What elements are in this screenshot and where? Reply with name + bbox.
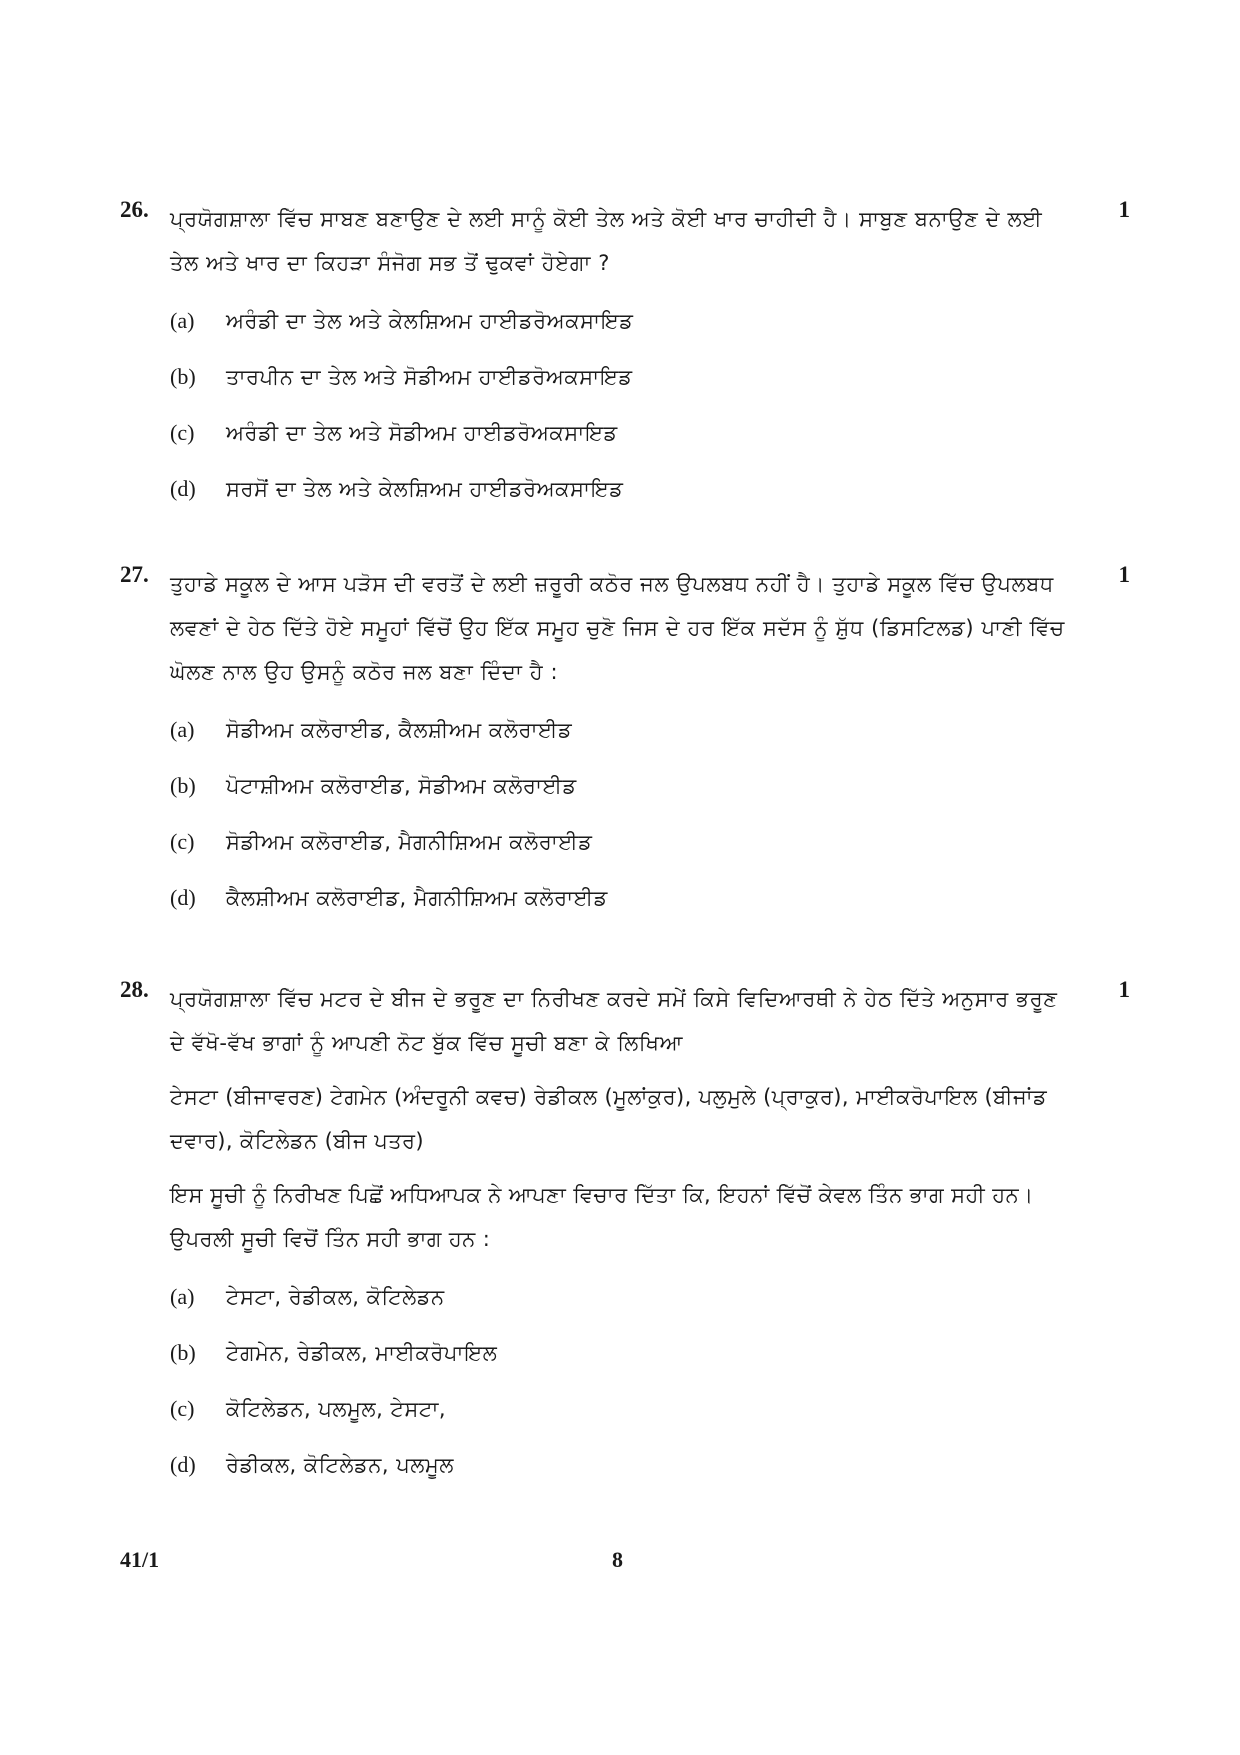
teacher-remark: ਇਸ ਸੂਚੀ ਨੂੰ ਨਿਰੀਖਣ ਪਿਛੋਂ ਅਧਿਆਪਕ ਨੇ ਆਪਣਾ ਵਿਚਾਰ ਦਿੱਤਾ ਕਿ, ਇਹਨਾਂ ਵਿੱਚੋਂ ਕੇਵਲ ਤਿੰਨ ਭਾਗ ਸਹੀ ਹਨ। ਉਪਰਲੀ ਸੂਚੀ ਵਿਚੋਂ ਤਿੰਨ ਸਹੀ ਭਾਗ ਹਨ : [170,1183,1034,1251]
option-c [170,405,1075,461]
paper-code: 41/1 [120,1547,160,1572]
option-text: ਟੇਗਮੇਨ, ਰੇਡੀਕਲ, ਮਾਈਕਰੋਪਾਇਲ [226,1340,498,1365]
options-list [170,702,1075,926]
options-list [170,293,1075,517]
option-text: ਪੋਟਾਸ਼ੀਅਮ ਕਲੋਰਾਈਡ, ਸੋਡੀਅਮ ਕਲੋਰਾਈਡ [226,773,577,798]
question-26 [120,197,1130,517]
option-d [170,461,1075,517]
question-marks: 1 [1118,977,1130,1002]
option-b [170,1325,1075,1381]
options-list [170,1269,1075,1493]
option-text: ਟੇਸਟਾ, ਰੇਡੀਕਲ, ਕੋਟਿਲੇਡਨ [226,1284,445,1309]
option-b [170,758,1075,814]
option-label: (c) [170,829,195,854]
option-label: (b) [170,1340,196,1365]
question-number: 27. [120,562,149,587]
option-text: ਸਰਸੋਂ ਦਾ ਤੇਲ ਅਤੇ ਕੇਲਸ਼ਿਅਮ ਹਾਈਡਰੋਅਕਸਾਇਡ [226,476,624,501]
question-text: ਪ੍ਰਯੋਗਸ਼ਾਲਾ ਵਿੱਚ ਸਾਬਣ ਬਣਾਉਣ ਦੇ ਲਈ ਸਾਨੂੰ ਕੋਈ ਤੇਲ ਅਤੇ ਕੋਈ ਖਾਰ ਚਾਹੀਦੀ ਹੈ। ਸਾਬੁਣ ਬਨਾਉਣ ਦੇ ਲਈ ਤੇਲ ਅਤੇ ਖਾਰ ਦਾ ਕਿਹੜਾ ਸੰਜੋਗ ਸਭ ਤੋਂ ਢੁਕਵਾਂ ਹੋਏਗਾ ? [170,207,1043,275]
option-label: (a) [170,1284,195,1309]
option-b [170,349,1075,405]
question-text: ਤੁਹਾਡੇ ਸਕੂਲ ਦੇ ਆਸ ਪੜੋਸ ਦੀ ਵਰਤੋਂ ਦੇ ਲਈ ਜ਼ਰੂਰੀ ਕਠੋਰ ਜਲ ਉਪਲਬਧ ਨਹੀਂ ਹੈ। ਤੁਹਾਡੇ ਸਕੂਲ ਵਿੱਚ ਉਪਲਬਧ ਲਵਣਾਂ ਦੇ ਹੇਠ ਦਿੱਤੇ ਹੋਏ ਸਮੂਹਾਂ ਵਿੱਚੋਂ ਉਹ ਇੱਕ ਸਮੂਹ ਚੁਣੋ ਜਿਸ ਦੇ ਹਰ ਇੱਕ ਸਦੱਸ ਨੂੰ ਸ਼ੁੱਧ (ਡਿਸਟਿਲਡ) ਪਾਣੀ ਵਿੱਚ ਘੋਲਣ ਨਾਲ ਉਹ ਉਸਨੂੰ ਕਠੋਰ ਜਲ ਬਣਾ ਦਿੰਦਾ ਹੈ : [170,572,1065,684]
option-d [170,1437,1075,1493]
option-label: (b) [170,773,196,798]
option-text: ਰੇਡੀਕਲ, ਕੋਟਿਲੇਡਨ, ਪਲਮੂਲ [226,1452,454,1477]
question-number: 28. [120,977,149,1002]
option-label: (d) [170,1452,196,1477]
question-marks: 1 [1118,197,1130,222]
option-text: ਕੋਟਿਲੇਡਨ, ਪਲਮੂਲ, ਟੇਸਟਾ, [226,1396,447,1421]
question-number: 26. [120,197,149,222]
option-a [170,1269,1075,1325]
option-text: ਅਰੰਡੀ ਦਾ ਤੇਲ ਅਤੇ ਸੋਡੀਅਮ ਹਾਈਡਰੋਅਕਸਾਇਡ [226,420,618,445]
option-label: (c) [170,1396,195,1421]
option-label: (d) [170,885,196,910]
embryo-parts-list: ਟੇਸਟਾ (ਬੀਜਾਵਰਣ) ਟੇਗਮੇਨ (ਅੰਦਰੂਨੀ ਕਵਚ) ਰੇਡੀਕਲ (ਮੂਲਾਂਕੁਰ), ਪਲੁਮੁਲੇ (ਪ੍ਰਾਕੁਰ), ਮਾਈਕਰੋਪਾਇਲ (ਬੀਜਾਂਡ ਦਵਾਰ), ਕੋਟਿਲੇਡਨ (ਬੀਜ ਪਤਰ) [170,1085,1048,1153]
question-28 [120,977,1130,1493]
option-text: ਅਰੰਡੀ ਦਾ ਤੇਲ ਅਤੇ ਕੇਲਸ਼ਿਅਮ ਹਾਈਡਰੋਅਕਸਾਇਡ [226,308,634,333]
option-text: ਕੈਲਸ਼ੀਅਮ ਕਲੋਰਾਈਡ, ਮੈਗਨੀਸ਼ਿਅਮ ਕਲੋਰਾਈਡ [226,885,608,910]
option-label: (d) [170,476,196,501]
page-number: 8 [612,1547,623,1572]
option-text: ਸੋਡੀਅਮ ਕਲੋਰਾਈਡ, ਕੈਲਸ਼ੀਅਮ ਕਲੋਰਾਈਡ [226,717,573,742]
option-a [170,702,1075,758]
question-text: ਪ੍ਰਯੋਗਸ਼ਾਲਾ ਵਿੱਚ ਮਟਰ ਦੇ ਬੀਜ ਦੇ ਭਰੂਣ ਦਾ ਨਿਰੀਖਣ ਕਰਦੇ ਸਮੇਂ ਕਿਸੇ ਵਿਦਿਆਰਥੀ ਨੇ ਹੇਠ ਦਿੱਤੇ ਅਨੁਸਾਰ ਭਰੂਣ ਦੇ ਵੱਖੋ-ਵੱਖ ਭਾਗਾਂ ਨੂੰ ਆਪਣੀ ਨੋਟ ਬੁੱਕ ਵਿੱਚ ਸੂਚੀ ਬਣਾ ਕੇ ਲਿਖਿਆ [170,987,1058,1055]
option-label: (a) [170,717,195,742]
option-a [170,293,1075,349]
option-text: ਸੋਡੀਅਮ ਕਲੋਰਾਈਡ, ਮੈਗਨੀਸ਼ਿਅਮ ਕਲੋਰਾਈਡ [226,829,593,854]
option-label: (c) [170,420,195,445]
option-c [170,814,1075,870]
option-d [170,870,1075,926]
question-marks: 1 [1118,562,1130,587]
option-label: (b) [170,364,196,389]
option-label: (a) [170,308,195,333]
question-27 [120,562,1130,926]
option-text: ਤਾਰਪੀਨ ਦਾ ਤੇਲ ਅਤੇ ਸੋਡੀਅਮ ਹਾਈਡਰੋਅਕਸਾਇਡ [226,364,633,389]
option-c [170,1381,1075,1437]
